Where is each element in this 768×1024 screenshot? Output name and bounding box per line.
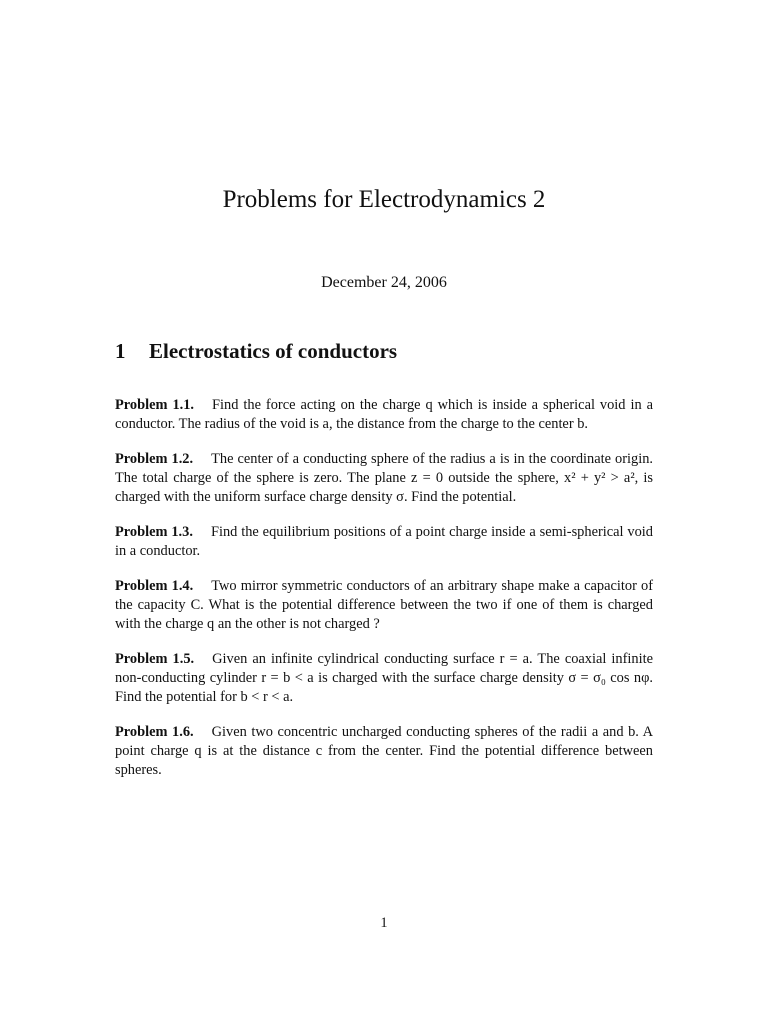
section-title: Electrostatics of conductors [149, 339, 398, 363]
problem-1-6 [115, 723, 653, 780]
problem-text: The center of a conducting sphere of the radius a is in the coordinate origin. The total charge of the sphere is zero. The plane z = 0 outside the sphere, x² + y² > a², is charged with the uniform surface charge density σ. Find the potential. [115, 451, 653, 505]
problem-1-1 [115, 396, 653, 434]
problem-1-3 [115, 523, 653, 561]
problem-label: Problem 1.4. [115, 578, 194, 594]
problem-label: Problem 1.6. [115, 724, 194, 740]
problem-text: Find the force acting on the charge q which is inside a spherical void in a conductor. The radius of the void is a, the distance from the charge to the center b. [115, 397, 653, 432]
problem-label: Problem 1.1. [115, 397, 195, 413]
problem-1-4 [115, 577, 653, 634]
document-title: Problems for Electrodynamics 2 [222, 186, 546, 213]
problem-1-5 [115, 650, 653, 707]
problem-label: Problem 1.3. [115, 524, 193, 540]
problem-label: Problem 1.2. [115, 451, 194, 467]
page-number: 1 [380, 915, 388, 931]
section-heading [115, 336, 397, 366]
problem-text: Two mirror symmetric conductors of an arbitrary shape make a capacitor of the capacity C. What is the potential difference between the two if one of them is charged with the charge q an the other is not charged ? [115, 578, 653, 632]
document-date: December 24, 2006 [321, 274, 447, 291]
problem-text: Given two concentric uncharged conducting spheres of the radii a and b. A point charge q is at the distance c from the center. Find the potential difference between spheres. [115, 724, 653, 778]
problem-1-2 [115, 450, 653, 507]
problem-text: Find the equilibrium positions of a point charge inside a semi-spherical void in a conductor. [115, 524, 653, 559]
problem-label: Problem 1.5. [115, 651, 195, 667]
problem-text: Given an infinite cylindrical conducting surface r = a. The coaxial infinite non-conducting cylinder r = b < a is charged with the surface charge density σ = σ₀ cos nφ. Find the potential for b < r < a. [115, 651, 653, 705]
problem-list [115, 396, 653, 796]
section-number: 1 [115, 339, 126, 363]
